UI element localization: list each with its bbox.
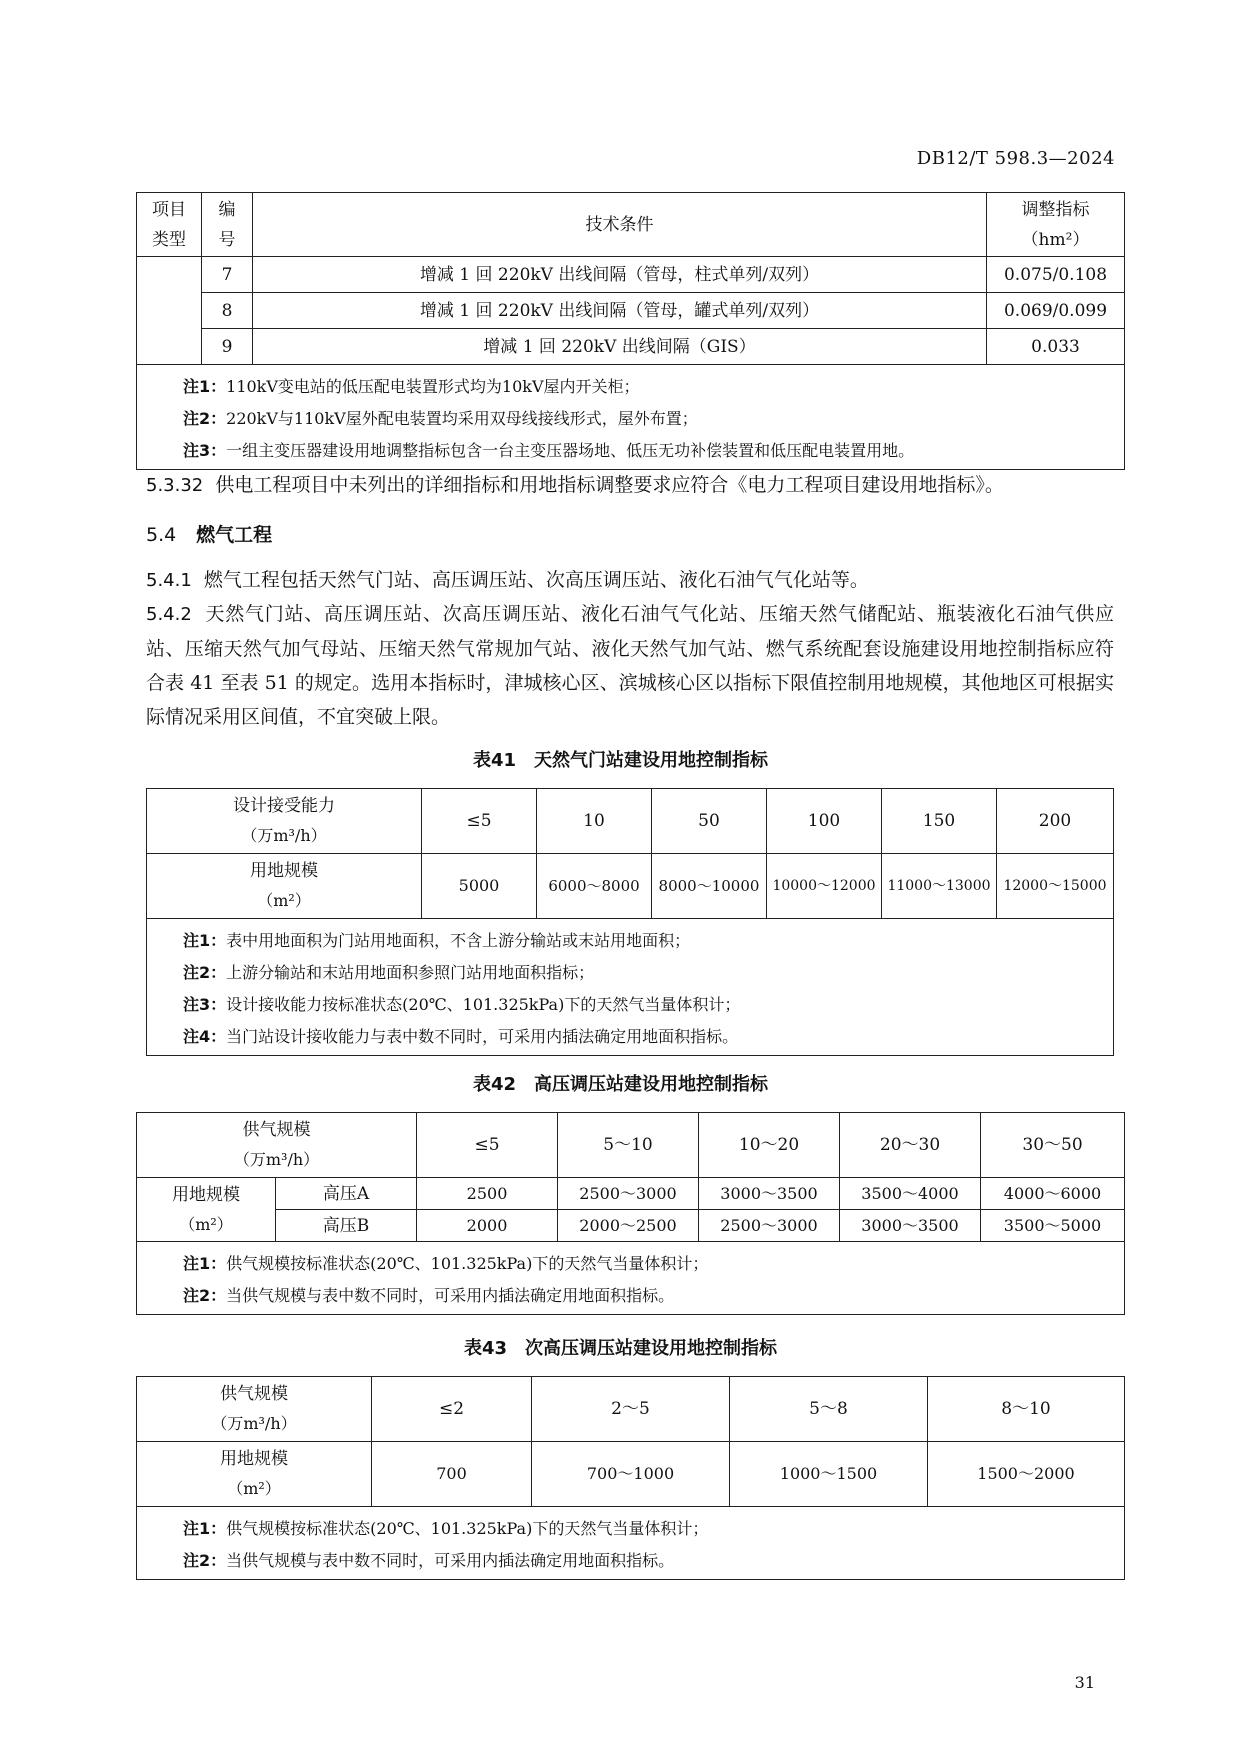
area-cell: 2500～3000 [699,1210,840,1242]
area-cell: 1500～2000 [928,1442,1125,1507]
clause-5-4-2: 5.4.2 天然气门站、高压调压站、次高压调压站、液化石油气气化站、压缩天然气储配站、瓶装液化石油气供应站、压缩天然气加气母站、压缩天然气常规加气站、液化天然气加气站、燃气系统配套设施建设用地控制指标应符合表 41 至表 51 的规定。选用本指标时，津城核心区、滨城核心区以指标下限值控制用地规模，其他地区可根据实际情况采用区间值，不宜突破上限。 [146,603,1114,728]
area-cell: 1000～1500 [730,1442,928,1507]
scale-cell: 30～50 [981,1113,1125,1178]
table-43-title: 表43 次高压调压站建设用地控制指标 [463,1338,778,1359]
scale-cell: ≤2 [372,1377,532,1442]
land-scale-label: 用地规模 （m²） [147,854,422,919]
capacity-cell: 10 [537,789,652,854]
area-cell: 2000～2500 [558,1210,699,1242]
design-capacity-label: 设计接受能力 （万m³/h） [147,789,422,854]
note-3: 注3：设计接收能力按标准状态(20℃、101.325kPa)下的天然气当量体积计； [183,995,741,1014]
table-42 [136,1112,1125,1315]
note-2: 注2：当供气规模与表中数不同时，可采用内插法确定用地面积指标。 [183,1551,675,1570]
land-scale-label: 用地规模 （m²） [137,1178,276,1242]
note-1: 注1：110kV变电站的低压配电装置形式均为10kV屋内开关柜； [183,377,640,396]
note-1: 注1：供气规模按标准状态(20℃、101.325kPa)下的天然气当量体积计； [183,1254,709,1273]
table-notes [137,1242,1125,1315]
supply-scale-label: 供气规模 （万m³/h） [137,1113,417,1178]
row-condition: 增减 1 回 220kV 出线间隔（管母，罐式单列/双列） [253,293,987,329]
area-cell: 4000～6000 [981,1178,1125,1210]
scale-cell: 5～10 [558,1113,699,1178]
page-number: 31 [1074,1673,1095,1692]
capacity-cell: ≤5 [422,789,537,854]
table-41 [146,788,1114,1056]
note-2: 注2：当供气规模与表中数不同时，可采用内插法确定用地面积指标。 [183,1286,675,1305]
area-cell: 3500～4000 [840,1178,981,1210]
table-41-title: 表41 天然气门站建设用地控制指标 [472,750,769,771]
area-cell: 3000～3500 [699,1178,840,1210]
capacity-cell: 200 [997,789,1114,854]
note-2: 注2：上游分输站和末站用地面积参照门站用地面积指标； [183,963,595,982]
project-type-cell [137,257,202,365]
capacity-cell: 50 [652,789,767,854]
clause-5-4-1: 5.4.1 燃气工程包括天然气门站、高压调压站、次高压调压站、液化石油气气化站等。 [146,569,869,591]
note-1: 注1：供气规模按标准状态(20℃、101.325kPa)下的天然气当量体积计； [183,1519,709,1538]
table-row [137,329,1125,365]
table-substation-continuation [136,192,1125,470]
area-cell: 3500～5000 [981,1210,1125,1242]
area-cell: 3000～3500 [840,1210,981,1242]
note-3: 注3：一组主变压器建设用地调整指标包含一台主变压器场地、低压无功补偿装置和低压配电装置用地。 [183,441,915,460]
document-code: DB12/T 598.3—2024 [916,148,1115,169]
table-notes [137,365,1125,470]
pressure-label: 高压A [276,1178,417,1210]
table-row [137,293,1125,329]
row-number: 9 [202,329,253,365]
note-2: 注2：220kV与110kV屋外配电装置均采用双母线接线形式，屋外布置； [183,409,698,428]
capacity-cell: 100 [767,789,882,854]
area-cell: 11000～13000 [882,854,997,919]
row-value: 0.033 [987,329,1125,365]
area-cell: 10000～12000 [767,854,882,919]
row-value: 0.069/0.099 [987,293,1125,329]
row-condition: 增减 1 回 220kV 出线间隔（管母，柱式单列/双列） [253,257,987,293]
land-scale-label: 用地规模 （m²） [137,1442,372,1507]
scale-cell: 2～5 [532,1377,730,1442]
capacity-cell: 150 [882,789,997,854]
area-cell: 5000 [422,854,537,919]
area-cell: 2500 [417,1178,558,1210]
scale-cell: ≤5 [417,1113,558,1178]
clause-5-3-32: 5.3.32 供电工程项目中未列出的详细指标和用地指标调整要求应符合《电力工程项目建设用地指标》。 [146,474,1004,496]
row-value: 0.075/0.108 [987,257,1125,293]
table-notes [147,919,1114,1056]
area-cell: 2000 [417,1210,558,1242]
note-1: 注1：表中用地面积为门站用地面积，不含上游分输站或末站用地面积； [183,931,691,950]
area-cell: 8000～10000 [652,854,767,919]
header-number: 编 号 [202,193,253,257]
scale-cell: 5～8 [730,1377,928,1442]
row-number: 7 [202,257,253,293]
note-4: 注4：当门站设计接收能力与表中数不同时，可采用内插法确定用地面积指标。 [183,1027,739,1046]
scale-cell: 8～10 [928,1377,1125,1442]
scale-cell: 10～20 [699,1113,840,1178]
area-cell: 6000～8000 [537,854,652,919]
area-cell: 2500～3000 [558,1178,699,1210]
row-number: 8 [202,293,253,329]
area-cell: 700 [372,1442,532,1507]
table-row [137,257,1125,293]
header-technical-condition: 技术条件 [253,193,987,257]
row-condition: 增减 1 回 220kV 出线间隔（GIS） [253,329,987,365]
table-notes [137,1507,1125,1580]
table-43 [136,1376,1125,1580]
supply-scale-label: 供气规模 （万m³/h） [137,1377,372,1442]
header-project-type: 项目 类型 [137,193,202,257]
table-42-title: 表42 高压调压站建设用地控制指标 [472,1074,769,1095]
area-cell: 12000～15000 [997,854,1114,919]
section-5-4-heading: 5.4 燃气工程 [146,524,273,546]
header-adjustment-index: 调整指标 （hm²） [987,193,1125,257]
pressure-label: 高压B [276,1210,417,1242]
scale-cell: 20～30 [840,1113,981,1178]
area-cell: 700～1000 [532,1442,730,1507]
